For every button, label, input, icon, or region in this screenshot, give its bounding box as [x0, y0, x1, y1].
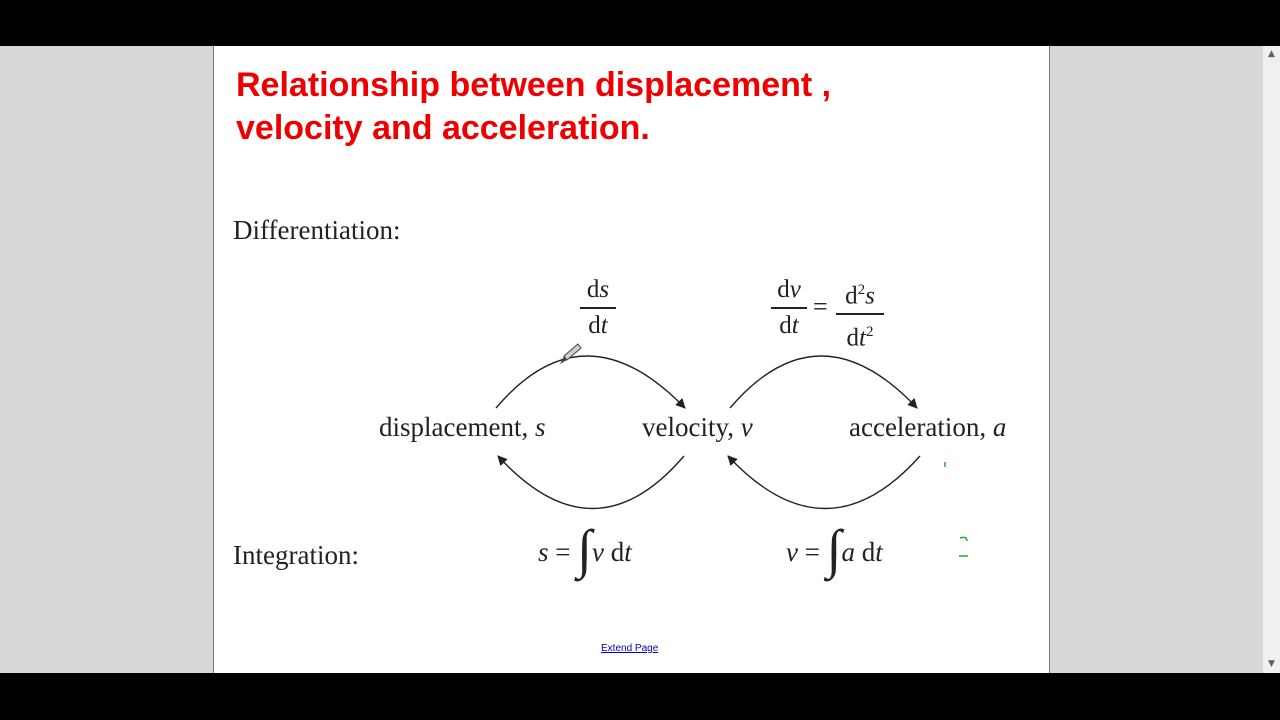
pen-cursor-icon — [560, 344, 581, 364]
d2s-den-exp: 2 — [865, 323, 874, 340]
integral-sign: ∫ — [577, 519, 593, 579]
displacement-symbol: s — [534, 412, 546, 442]
arrow-velocity-to-displacement — [498, 456, 684, 509]
dv-dt-den-var: t — [791, 311, 799, 339]
s-eq-equals: = — [548, 537, 578, 567]
extend-page-link[interactable]: Extend Page — [601, 643, 659, 654]
title-line-2: velocity and acceleration. — [236, 109, 650, 147]
vertical-scrollbar[interactable] — [1263, 46, 1280, 673]
s-eq-var: t — [624, 537, 632, 567]
dv-dt-num-var: v — [789, 276, 801, 303]
arrow-acceleration-to-velocity — [728, 456, 920, 509]
d2s-num-var: s — [865, 282, 875, 310]
ds-dt-den-d: d — [588, 311, 601, 339]
differentiation-label: Differentiation: — [233, 215, 401, 245]
scroll-down-icon[interactable]: ▼ — [1268, 659, 1275, 669]
d2s-den-var: t — [859, 324, 866, 352]
d2s-num-exp: 2 — [857, 282, 866, 298]
velocity-symbol: v — [740, 412, 753, 442]
arrow-displacement-to-velocity — [496, 356, 685, 408]
v-eq-equals: = — [797, 537, 827, 567]
arrow-velocity-to-acceleration — [730, 356, 917, 408]
s-eq-d: d — [604, 537, 625, 567]
title-line-1: Relationship between displacement , — [236, 66, 832, 104]
dv-dt-den-d: d — [779, 311, 792, 339]
arrows-layer — [214, 46, 1049, 673]
document-page — [213, 46, 1050, 673]
acceleration-word: acceleration, — [849, 412, 993, 442]
acceleration-symbol: a — [992, 412, 1007, 442]
s-eq-lhs: s — [538, 537, 549, 567]
s-eq-integrand: v — [592, 537, 605, 567]
equals-sign: = — [813, 292, 828, 321]
d2s-num-d: d — [845, 282, 858, 310]
velocity-word: velocity, — [642, 412, 741, 442]
v-eq-lhs: v — [786, 537, 798, 567]
v-eq-integrand: a — [841, 537, 856, 567]
scroll-up-icon[interactable]: ▲ — [1268, 49, 1275, 59]
integration-label: Integration: — [233, 540, 359, 570]
dv-dt-num-d: d — [777, 276, 790, 303]
ds-dt-num-var: s — [599, 276, 610, 303]
v-eq-var: t — [875, 537, 883, 567]
v-eq-d: d — [855, 537, 876, 567]
ds-dt-den-var: t — [600, 311, 608, 339]
ds-dt-num-d: d — [586, 276, 600, 303]
document-viewport[interactable] — [0, 46, 1280, 673]
d2s-den-d: d — [846, 324, 860, 352]
displacement-word: displacement, — [379, 412, 535, 442]
green-marks — [945, 462, 968, 556]
integral-sign: ∫ — [826, 519, 842, 579]
